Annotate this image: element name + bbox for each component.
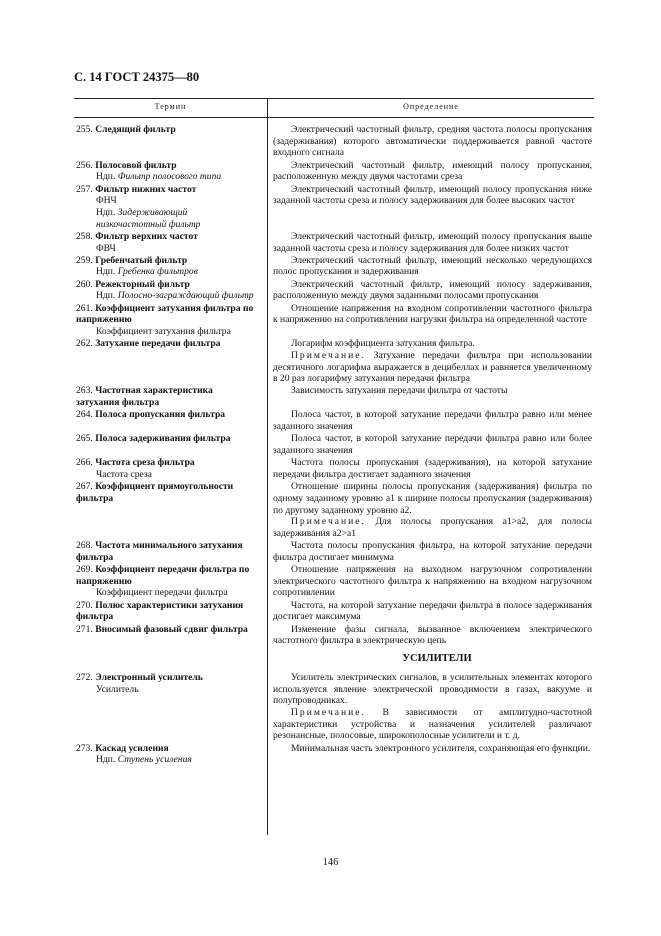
glossary-entry bbox=[74, 540, 600, 563]
term-cell bbox=[74, 124, 264, 159]
term-name: Частота минимального затухания фильтра bbox=[76, 540, 243, 563]
term-cell bbox=[74, 540, 264, 563]
definition-cell bbox=[264, 338, 592, 385]
definition-text: Электрический частотный фильтр, имеющий полосу пропускания ниже заданной частоты среза и полосу задерживания для более высоких частот bbox=[273, 183, 592, 207]
deprecated-label: Ндп. bbox=[96, 266, 116, 278]
deprecated-term bbox=[76, 290, 258, 302]
term-number: 265. bbox=[76, 433, 93, 445]
term-number: 259. bbox=[76, 254, 93, 266]
glossary-entries-filters bbox=[74, 124, 600, 647]
term-cell bbox=[74, 481, 264, 540]
definition-cell bbox=[264, 184, 592, 231]
page-header: С. 14 ГОСТ 24375—80 bbox=[74, 70, 200, 84]
glossary-entry bbox=[74, 303, 600, 338]
synonym-term: Частота среза bbox=[96, 468, 152, 480]
glossary-entry bbox=[74, 624, 600, 647]
term-number: 272. bbox=[76, 671, 93, 683]
definition-text: Зависимость затухания передачи фильтра от частоты bbox=[291, 385, 508, 397]
glossary-entry bbox=[74, 184, 600, 231]
deprecated-term-text: Гребенка фильтров bbox=[117, 266, 198, 278]
term-name: Коэффициент затухания фильтра по напряжению bbox=[76, 302, 254, 326]
term-name: Коэффициент передачи фильтра по напряжению bbox=[76, 564, 250, 587]
definition-cell bbox=[264, 160, 592, 183]
term-number: 261. bbox=[76, 302, 93, 314]
definition-cell bbox=[264, 564, 592, 599]
term-name: Следящий фильтр bbox=[95, 124, 176, 135]
term-number: 260. bbox=[76, 278, 93, 290]
definition-text: Частота полосы пропускания (задерживания), на которой затухание передачи фильтра достигает заданного значения bbox=[273, 457, 592, 480]
term-heading bbox=[76, 672, 258, 684]
definition-text: Изменение фазы сигнала, вызванное включением электрического частотного фильтра в электрическую цепь bbox=[273, 623, 592, 647]
glossary-entry bbox=[74, 672, 600, 742]
glossary-entry bbox=[74, 231, 600, 254]
definition-cell bbox=[264, 385, 592, 408]
term-name: Полоса задерживания фильтра bbox=[95, 433, 231, 445]
glossary-entry bbox=[74, 160, 600, 183]
term-number: 262. bbox=[76, 338, 93, 350]
glossary-entry bbox=[74, 385, 600, 408]
definition-note bbox=[273, 707, 592, 742]
definition-cell bbox=[264, 409, 592, 432]
term-heading bbox=[76, 564, 258, 587]
term-heading bbox=[76, 279, 258, 291]
term-number: 268. bbox=[76, 540, 93, 552]
deprecated-label: Ндп. bbox=[96, 206, 116, 218]
definition-cell bbox=[264, 600, 592, 623]
glossary-table bbox=[74, 124, 600, 767]
note-label: Примечание. bbox=[291, 707, 366, 719]
term-heading bbox=[76, 255, 258, 267]
term-number: 269. bbox=[76, 564, 93, 576]
term-number: 264. bbox=[76, 409, 93, 421]
term-heading bbox=[76, 481, 258, 504]
synonym-term: ФНЧ bbox=[96, 195, 117, 207]
glossary-entry bbox=[74, 255, 600, 278]
definition-text: Полоса частот, в которой затухание передачи фильтра равно или менее заданного значения bbox=[273, 409, 592, 433]
term-number: 266. bbox=[76, 457, 93, 469]
term-name: Коэффициент прямоугольности фильтра bbox=[76, 481, 234, 504]
term-cell bbox=[74, 624, 264, 647]
column-header-definition: Определение bbox=[403, 102, 459, 111]
glossary-entry bbox=[74, 409, 600, 432]
glossary-entry bbox=[74, 600, 600, 623]
term-heading bbox=[76, 409, 258, 421]
term-cell bbox=[74, 160, 264, 183]
term-name: Полоса пропускания фильтра bbox=[95, 409, 226, 421]
table-top-rule bbox=[74, 98, 594, 99]
note-label: Примечание. bbox=[291, 349, 366, 361]
definition-cell bbox=[264, 457, 592, 480]
deprecated-term-text: Ступень усиления bbox=[117, 754, 192, 766]
term-heading bbox=[76, 457, 258, 469]
definition-cell bbox=[264, 672, 592, 742]
definition-cell bbox=[264, 231, 592, 254]
definition-cell bbox=[264, 124, 592, 159]
term-cell bbox=[74, 231, 264, 254]
deprecated-label: Ндп. bbox=[96, 171, 116, 183]
term-cell bbox=[74, 564, 264, 599]
term-cell bbox=[74, 600, 264, 623]
glossary-entry bbox=[74, 279, 600, 302]
synonym-term: Коэффициент передачи фильтра bbox=[96, 587, 228, 599]
definition-note bbox=[273, 350, 592, 385]
synonym-term: Усилитель bbox=[96, 683, 139, 695]
definition-cell bbox=[264, 303, 592, 338]
term-name: Частотная характеристика затухания фильтра bbox=[76, 385, 213, 409]
definition-text: Минимальная часть электронного усилителя, сохраняющая его функции. bbox=[291, 742, 591, 754]
definition-text: Электрический частотный фильтр, имеющий полосу пропускания, расположенную между двумя частотами среза bbox=[273, 159, 592, 183]
term-heading bbox=[76, 600, 258, 623]
glossary-entry bbox=[74, 124, 600, 159]
term-number: 256. bbox=[76, 159, 93, 171]
term-name: Режекторный фильтр bbox=[95, 278, 190, 290]
synonym-term: ФВЧ bbox=[96, 242, 116, 254]
note-text: Для полосы пропускания a1>a2, для полосы задерживания a2>a1 bbox=[273, 516, 592, 539]
column-header-term: Термин bbox=[154, 102, 187, 111]
term-name: Затухание передачи фильтра bbox=[95, 338, 221, 350]
definition-text: Усилитель электрических сигналов, в усилительных элементах которого используется явление электрической проводимости в газах, вакууме и полупроводниках. bbox=[273, 671, 592, 707]
definition-cell bbox=[264, 255, 592, 278]
glossary-entry bbox=[74, 433, 600, 456]
term-heading bbox=[76, 124, 258, 136]
definition-text: Частота полосы пропускания фильтра, на которой затухание передачи фильтра достигает минимума bbox=[273, 540, 592, 563]
term-cell bbox=[74, 279, 264, 302]
note-text: В зависимости от амплитудно-частотной характеристики устройства и назначения усилителей различают резонансные, полосовые, широкополосные усилители и т. д. bbox=[273, 707, 592, 742]
term-cell bbox=[74, 385, 264, 408]
definition-text: Электрический частотный фильтр, имеющий несколько чередующихся полос пропускания и задерживания bbox=[273, 254, 592, 278]
deprecated-label: Ндп. bbox=[96, 754, 116, 766]
term-name: Вносимый фазовый сдвиг фильтра bbox=[95, 623, 248, 635]
definition-cell bbox=[264, 279, 592, 302]
note-label: Примечание. bbox=[291, 516, 366, 528]
table-header-rule bbox=[74, 117, 594, 118]
definition-text: Частота, на которой затухание передачи фильтра в полосе задерживания достигает максимума bbox=[273, 599, 592, 623]
deprecated-label: Ндп. bbox=[96, 290, 116, 302]
term-cell bbox=[74, 433, 264, 456]
term-name: Полосовой фильтр bbox=[95, 159, 177, 171]
term-name: Фильтр верхних частот bbox=[95, 230, 198, 242]
deprecated-term-text: Фильтр полосового типа bbox=[117, 171, 222, 183]
definition-text: Логарифм коэффициента затухания фильтра. bbox=[291, 338, 475, 350]
term-cell bbox=[74, 743, 264, 766]
term-heading bbox=[76, 160, 258, 172]
term-number: 255. bbox=[76, 124, 93, 135]
definition-text: Отношение ширины полосы пропускания (задерживания) фильтра по одному заданному уровню a1 к ширине полосы пропускания (задерживания) по другому заданному уровню a2. bbox=[273, 481, 592, 516]
term-number: 273. bbox=[76, 742, 93, 754]
definition-text: Отношение напряжения на выходном нагрузочном сопротивлении электрического частотного фильтра к напряжению на входном нагрузочном сопротивлении bbox=[273, 564, 592, 599]
term-name: Фильтр нижних частот bbox=[95, 183, 197, 195]
term-heading bbox=[76, 231, 258, 243]
term-cell bbox=[74, 338, 264, 385]
definition-cell bbox=[264, 433, 592, 456]
definition-text: Отношение напряжения на входном сопротивлении частотного фильтра к напряжению на сопротивлении нагрузки фильтра на определенной частоте bbox=[273, 302, 592, 326]
glossary-entries-amplifiers bbox=[74, 672, 600, 766]
definition-cell bbox=[264, 624, 592, 647]
term-number: 270. bbox=[76, 599, 93, 611]
term-heading bbox=[76, 303, 258, 326]
term-heading bbox=[76, 338, 258, 350]
definition-text: Электрический частотный фильтр, средняя частота полосы пропускания (задерживания) которого автоматически поддерживается равной частоте входного сигнала bbox=[273, 124, 592, 159]
definition-note bbox=[273, 516, 592, 539]
term-cell bbox=[74, 303, 264, 338]
deprecated-term-text: Полосно-заграждающий фильтр bbox=[117, 290, 254, 302]
definition-text: Электрический частотный фильтр, имеющий полосу задерживания, расположенную между двумя заданными полосами пропускания bbox=[273, 278, 592, 302]
definition-text: Электрический частотный фильтр, имеющий полосу пропускания выше заданной частоты среза и полосу задерживания для более низких частот bbox=[273, 230, 592, 254]
deprecated-term bbox=[76, 171, 258, 183]
term-cell bbox=[74, 255, 264, 278]
glossary-entry bbox=[74, 481, 600, 540]
term-number: 267. bbox=[76, 481, 93, 493]
term-cell bbox=[74, 184, 264, 231]
term-name: Частота среза фильтра bbox=[95, 457, 195, 469]
deprecated-term-text: Задерживающий низкочастотный фильтр bbox=[96, 206, 201, 230]
term-number: 258. bbox=[76, 230, 93, 242]
section-title: УСИЛИТЕЛИ bbox=[402, 652, 472, 664]
term-name: Полюс характеристики затухания фильтра bbox=[76, 599, 244, 623]
term-name: Электронный усилитель bbox=[95, 671, 203, 683]
term-heading bbox=[76, 624, 258, 636]
glossary-entry bbox=[74, 564, 600, 599]
deprecated-term bbox=[76, 754, 258, 766]
note-text: Затухание передачи фильтра при использовании десятичного логарифма выражается в децибеллах и равняется увеличенному в 20 раз логарифму затухания передачи фильтра bbox=[273, 349, 592, 385]
definition-cell bbox=[264, 743, 592, 766]
term-number: 263. bbox=[76, 385, 93, 397]
term-cell bbox=[74, 409, 264, 432]
term-name: Гребенчатый фильтр bbox=[95, 254, 188, 266]
synonym-term: Коэффициент затухания фильтра bbox=[96, 325, 231, 337]
glossary-entry bbox=[74, 338, 600, 385]
deprecated-term bbox=[76, 207, 258, 230]
term-cell bbox=[74, 457, 264, 480]
term-number: 271. bbox=[76, 623, 93, 635]
term-cell bbox=[74, 672, 264, 742]
deprecated-term bbox=[76, 266, 258, 278]
definition-cell bbox=[264, 540, 592, 563]
glossary-entry bbox=[74, 457, 600, 480]
term-number: 257. bbox=[76, 183, 93, 195]
term-heading bbox=[76, 743, 258, 755]
term-heading bbox=[76, 385, 258, 408]
glossary-entry bbox=[74, 743, 600, 766]
definition-text: Полоса частот, в которой затухание передачи фильтра равно или более заданного значения bbox=[273, 433, 592, 456]
term-name: Каскад усиления bbox=[95, 742, 169, 754]
term-heading bbox=[76, 433, 258, 445]
page-number: 146 bbox=[322, 857, 339, 868]
term-heading bbox=[76, 184, 258, 196]
term-heading bbox=[76, 540, 258, 563]
definition-cell bbox=[264, 481, 592, 540]
